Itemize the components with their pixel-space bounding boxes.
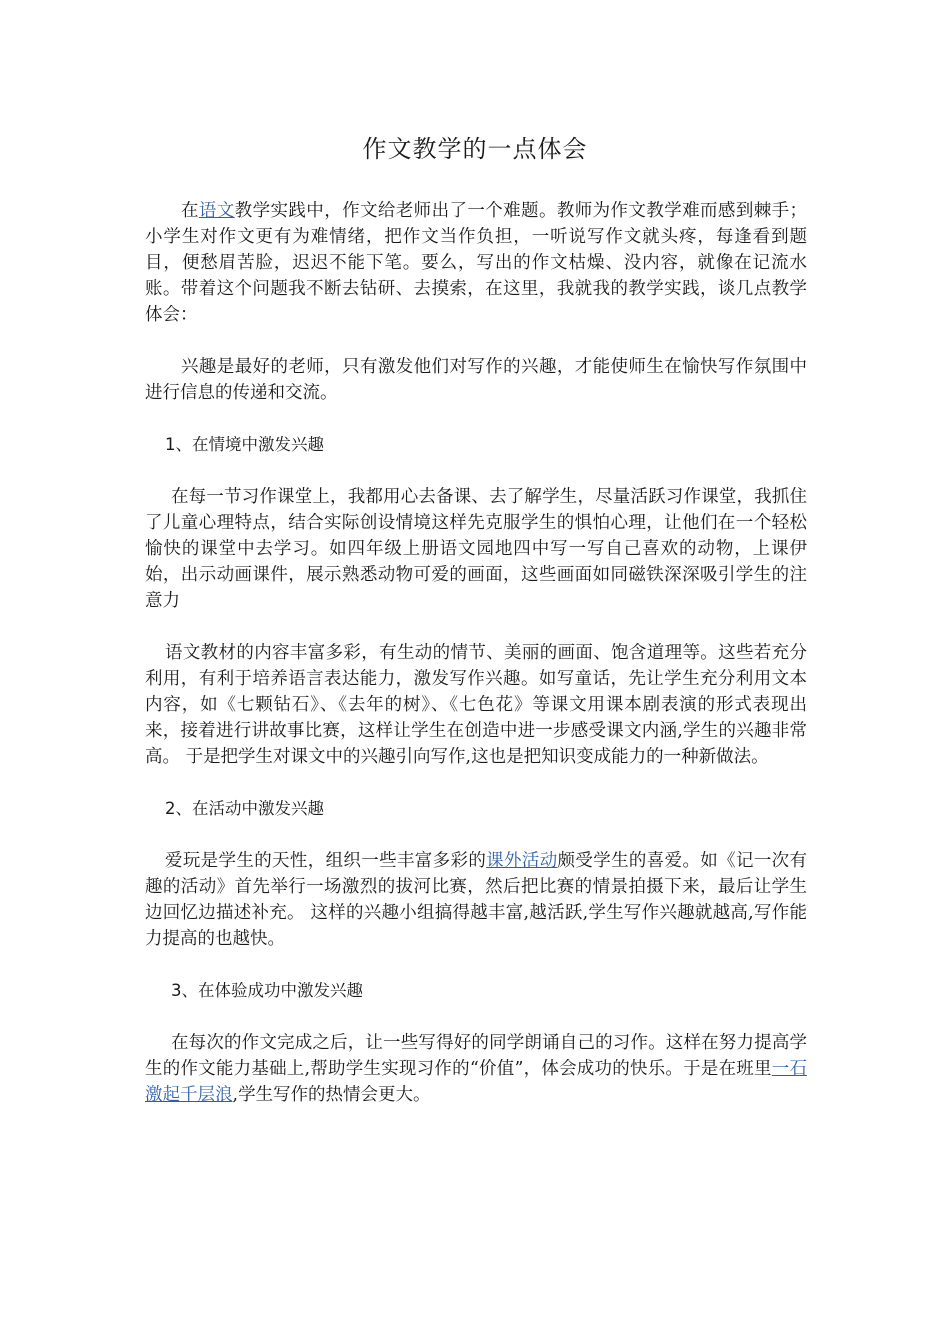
- document-title: 作文教学的一点体会: [362, 135, 588, 163]
- section-heading-3: 3、在体验成功中激发兴趣: [171, 981, 363, 1000]
- section-heading-2: 2、在活动中激发兴趣: [165, 799, 324, 818]
- paragraph-activity-text-1: 爱玩是学生的天性，组织一些丰富多彩的: [165, 851, 487, 871]
- link-idiom[interactable]: 一石激起千层浪: [145, 1059, 807, 1105]
- paragraph-success-text-2: ,学生写作的热情会更大。: [232, 1085, 431, 1105]
- link-yuwen[interactable]: 语文: [198, 201, 235, 221]
- paragraph-situation: 在每一节习作课堂上，我都用心去备课、去了解学生，尽量活跃习作课堂，我抓住了儿童心理特点，结合实际创设情境这样先克服学生的惧怕心理，让他们在一个轻松愉快的课堂中去学习。如四年级上册语文园地四中写一写自己喜欢的动物，上课伊始，出示动画课件，展示熟悉动物可爱的画面，这些画面如同磁铁深深吸引学生的注意力: [145, 487, 807, 611]
- paragraph-intro-text-1: 在: [181, 201, 199, 221]
- paragraph-intro: [145, 198, 807, 328]
- section-heading-1: 1、在情境中激发兴趣: [165, 435, 324, 454]
- paragraph-interest: 兴趣是最好的老师，只有激发他们对写作的兴趣，才能使师生在愉快写作氛围中进行信息的传递和交流。: [145, 357, 807, 403]
- paragraph-success: [145, 1030, 807, 1108]
- paragraph-intro-text-2: 教学实践中，作文给老师出了一个难题。教师为作文教学难而感到棘手；小学生对作文更有为难情绪，把作文当作负担，一听说写作文就头疼，每逢看到题目，便愁眉苦脸，迟迟不能下笔。要么，写出的作文枯燥、没内容，就像在记流水账。带着这个问题我不断去钻研、去摸索，在这里，我就我的教学实践，谈几点教学体会：: [145, 201, 808, 325]
- paragraph-textbook: 语文教材的内容丰富多彩，有生动的情节、美丽的画面、饱含道理等。这些若充分利用，有利于培养语言表达能力，激发写作兴趣。如写童话，先让学生充分利用文本内容，如《七颗钻石》、《去年的树》、《七色花》等课文用课本剧表演的形式表现出来，接着进行讲故事比赛，这样让学生在创造中进一步感受课文内涵,学生的兴趣非常高。 于是把学生对课文中的兴趣引向写作,这也是把知识变成能力的一种新做法。: [145, 643, 807, 767]
- paragraph-activity-text-2: 颇受学生的喜爱。如《记一次有趣的活动》首先举行一场激烈的拔河比赛，然后把比赛的情景拍摄下来，最后让学生边回忆边描述补充。 这样的兴趣小组搞得越丰富,越活跃,学生写作兴趣就越高,写作能力提高的也越快。: [145, 851, 808, 949]
- link-extracurricular[interactable]: 课外活动: [486, 851, 558, 871]
- document-body: [145, 198, 807, 1134]
- paragraph-activity: [145, 848, 807, 952]
- paragraph-success-text-1: 在每次的作文完成之后，让一些写得好的同学朗诵自己的习作。这样在努力提高学生的作文能力基础上,帮助学生实现习作的“价值”，体会成功的快乐。于是在班里: [145, 1033, 807, 1079]
